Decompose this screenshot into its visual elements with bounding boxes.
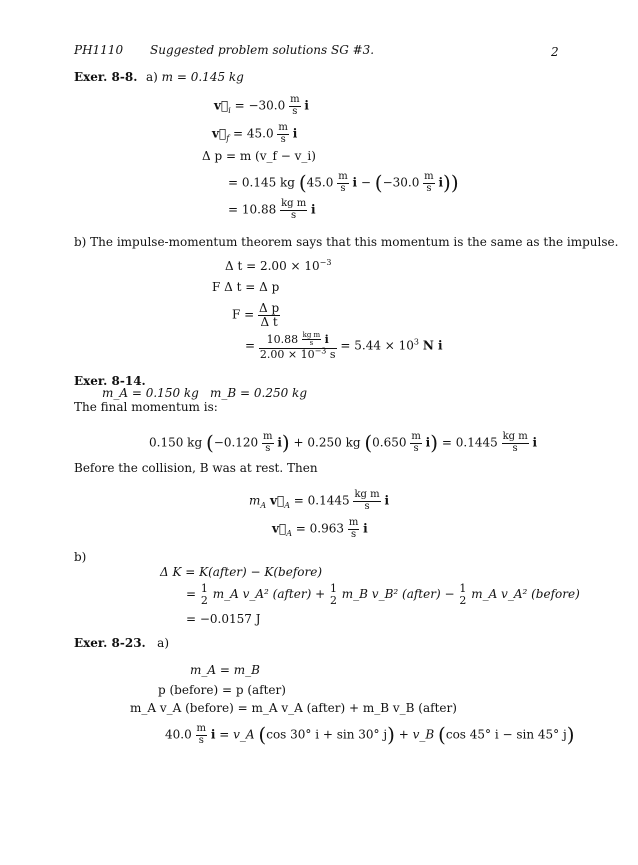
vi-equation: $v⃗_i = -30.0$ $\frac{m}{s}$ i — [214, 94, 309, 117]
dk-expansion: = 1 2 m_A v_A² (after) + 1 2 m_B v_B² (after) − 1 2 m_A v_A² (before) — [186, 582, 580, 607]
exer-8-8-label: Exer. 8-8. — [74, 70, 138, 84]
document-title: Suggested problem solutions SG #3. — [150, 43, 375, 57]
vf-value: = 45.0 — [232, 126, 274, 141]
mava-equation: $m_A$ $v⃗_A = 0.1445$ $\frac{\text{kg m}}{s}$ i — [249, 489, 389, 512]
dp-substitution: = 0.145 kg (45.0 $\frac{m}{s}$ i − (−30.0 $\frac{m}{s}$ i)) — [228, 170, 459, 195]
final-momentum-text: The final momentum is: — [74, 400, 218, 414]
page-number: 2 — [551, 45, 559, 59]
course-code: PH1110 — [74, 43, 124, 57]
dt-equation: Δ $t = 2.00 \times 10^{-3}$ — [225, 258, 332, 273]
vi-value: = −30.0 — [234, 98, 286, 113]
part-b-marker: b) — [74, 550, 87, 564]
impulse-theorem-text: b) The impulse-momentum theorem says that this momentum is the same as the impulse. — [74, 235, 619, 249]
exer-8-8-part-a — [146, 71, 244, 83]
momentum-conservation: p (before) = p (after) — [158, 683, 286, 697]
final-momentum-equation: 0.150 kg (−0.120 $\frac{m}{s}$ i) + 0.250 kg (0.650 $\frac{m}{s}$ i) = 0.1445 $\frac{\text{kg m}}{s}$ i — [149, 430, 538, 455]
fdt-equation: F Δ t = Δ p — [212, 280, 280, 294]
dk-definition: Δ K = K(after) − K(before) — [160, 565, 323, 579]
force-fraction: F = $\frac{\text{Δ p}}{\text{Δ t}}$ — [232, 301, 280, 329]
dp-result: = 10.88 $\frac{\text{kg m}}{s}$ i — [228, 198, 316, 221]
exer-8-23-header — [74, 637, 169, 649]
vf-equation: $v⃗_f = 45.0$ $\frac{m}{s}$ i — [212, 122, 298, 145]
before-collision-text: Before the collision, B was at rest. Then — [74, 461, 318, 475]
exer-8-14-label: Exer. 8-14. — [74, 374, 146, 388]
dp-definition: Δ p = m (v_f − v_i) — [202, 149, 316, 163]
exer-8-23-label: Exer. 8-23. — [74, 636, 146, 650]
component-equation: 40.0 $\frac{m}{s}$ i = v_A (cos 30° i + sin 30° j) + v_B (cos 45° i − sin 45° j) — [165, 722, 575, 747]
va-equation: $v⃗_A = 0.963$ $\frac{m}{s}$ i — [272, 517, 368, 540]
force-result: = 10.88 $\frac{\text{kg m}}{s}$ i $2.00 \times 10^{-3}$ s = $5.44 \times 10^3$ N i — [245, 331, 443, 361]
mass-value: m = 0.145 kg — [161, 70, 244, 84]
mass-b: m_B = 0.250 kg — [210, 386, 308, 400]
dk-result: = −0.0157 J — [186, 612, 261, 626]
part-a-marker: a) — [146, 70, 158, 84]
mass-equality: m_A = m_B — [190, 663, 260, 677]
exer-8-23-part-a: a) — [157, 636, 170, 650]
momentum-expanded: m_A v_A (before) = m_A v_A (after) + m_B v_B (after) — [130, 701, 457, 715]
mass-a: m_A = 0.150 kg — [102, 386, 199, 400]
